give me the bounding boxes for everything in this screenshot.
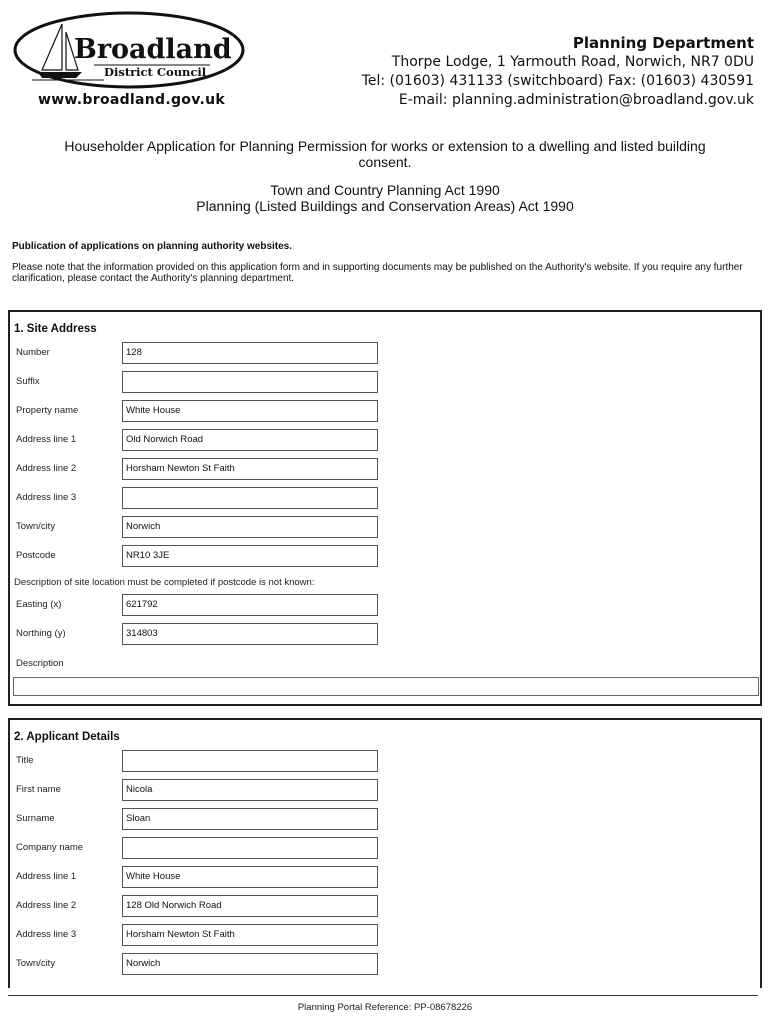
footer-divider (8, 995, 758, 996)
field-row (10, 458, 760, 482)
applicant-address-line-2-field[interactable]: 128 Old Norwich Road (122, 895, 378, 917)
field-label: Address line 3 (16, 929, 77, 940)
field-label: Address line 2 (16, 900, 77, 911)
first-name-field[interactable]: Nicola (122, 779, 378, 801)
field-row (10, 895, 760, 919)
field-row (10, 487, 760, 511)
field-row (10, 924, 760, 948)
field-label: Town/city (16, 521, 56, 532)
field-row (10, 371, 760, 395)
form-title (20, 138, 750, 170)
applicant-details-section (8, 718, 762, 988)
field-label: Number (16, 347, 50, 358)
department-contact (362, 34, 754, 110)
department-address: Thorpe Lodge, 1 Yarmouth Road, Norwich, NR7 0DU (391, 54, 754, 70)
field-label: Address line 1 (16, 871, 77, 882)
address-line-2-field[interactable]: Horsham Newton St Faith (122, 458, 378, 480)
portal-reference: Planning Portal Reference: PP-08678226 (297, 1002, 473, 1013)
legislation (20, 182, 750, 214)
svg-text:Broadland: Broadland (74, 34, 232, 65)
form-title-line2: consent. (358, 154, 412, 170)
field-row (10, 594, 760, 618)
field-label: Company name (16, 842, 84, 853)
section-title: 1. Site Address (14, 323, 97, 335)
department-email: E-mail: planning.administration@broadland.gov.uk (398, 92, 754, 108)
applicant-address-line-3-field[interactable]: Horsham Newton St Faith (122, 924, 378, 946)
address-line-1-field[interactable]: Old Norwich Road (122, 429, 378, 451)
council-logo (12, 10, 246, 90)
field-label: Easting (x) (16, 599, 62, 610)
field-label: First name (16, 784, 61, 795)
field-row (10, 866, 760, 890)
publication-heading: Publication of applications on planning authority websites. (12, 241, 293, 252)
field-row (10, 516, 760, 540)
field-label: Address line 1 (16, 434, 77, 445)
location-note: Description of site location must be completed if postcode is not known: (14, 577, 315, 588)
department-name: Planning Department (572, 34, 754, 52)
easting-field[interactable]: 621792 (122, 594, 378, 616)
company-name-field[interactable] (122, 837, 378, 859)
field-row (10, 953, 760, 977)
field-row (10, 545, 760, 569)
surname-field[interactable]: Sloan (122, 808, 378, 830)
applicant-town-city-field[interactable]: Norwich (122, 953, 378, 975)
field-row (10, 623, 760, 647)
department-phone: Tel: (01603) 431133 (switchboard) Fax: (01603) 430591 (361, 73, 754, 89)
property-name-field[interactable]: White House (122, 400, 378, 422)
field-label: Town/city (16, 958, 56, 969)
field-label: Address line 3 (16, 492, 77, 503)
address-line-3-field[interactable] (122, 487, 378, 509)
field-label: Northing (y) (16, 628, 66, 639)
title-field[interactable] (122, 750, 378, 772)
field-label: Property name (16, 405, 79, 416)
svg-text:District Council: District Council (104, 65, 207, 79)
site-address-section (8, 310, 762, 706)
field-row (10, 429, 760, 453)
description-label: Description (16, 658, 64, 669)
broadland-logo-graphic (12, 10, 246, 90)
field-label: Title (16, 755, 34, 766)
field-label: Postcode (16, 550, 56, 561)
number-field[interactable]: 128 (122, 342, 378, 364)
suffix-field[interactable] (122, 371, 378, 393)
field-label: Suffix (16, 376, 40, 387)
field-row (10, 837, 760, 861)
act-2: Planning (Listed Buildings and Conservation Areas) Act 1990 (196, 198, 574, 214)
form-title-line1: Householder Application for Planning Permission for works or extension to a dwelling and listed building (64, 138, 706, 154)
field-label: Address line 2 (16, 463, 77, 474)
applicant-address-line-1-field[interactable]: White House (122, 866, 378, 888)
postcode-field[interactable]: NR10 3JE (122, 545, 378, 567)
field-row (10, 750, 760, 774)
website-url: www.broadland.gov.uk (38, 92, 226, 108)
publication-note: Please note that the information provided on this application form and in supporting documents may be published on the Authority's website. If you require any further clarification, please contact the Authority's planning department. (12, 262, 743, 284)
act-1: Town and Country Planning Act 1990 (270, 182, 500, 198)
field-row (10, 779, 760, 803)
section-title: 2. Applicant Details (14, 731, 120, 743)
northing-field[interactable]: 314803 (122, 623, 378, 645)
town-city-field[interactable]: Norwich (122, 516, 378, 538)
field-row (10, 342, 760, 366)
field-label: Surname (16, 813, 55, 824)
field-row (10, 400, 760, 424)
field-row (10, 808, 760, 832)
description-field[interactable] (13, 677, 759, 696)
